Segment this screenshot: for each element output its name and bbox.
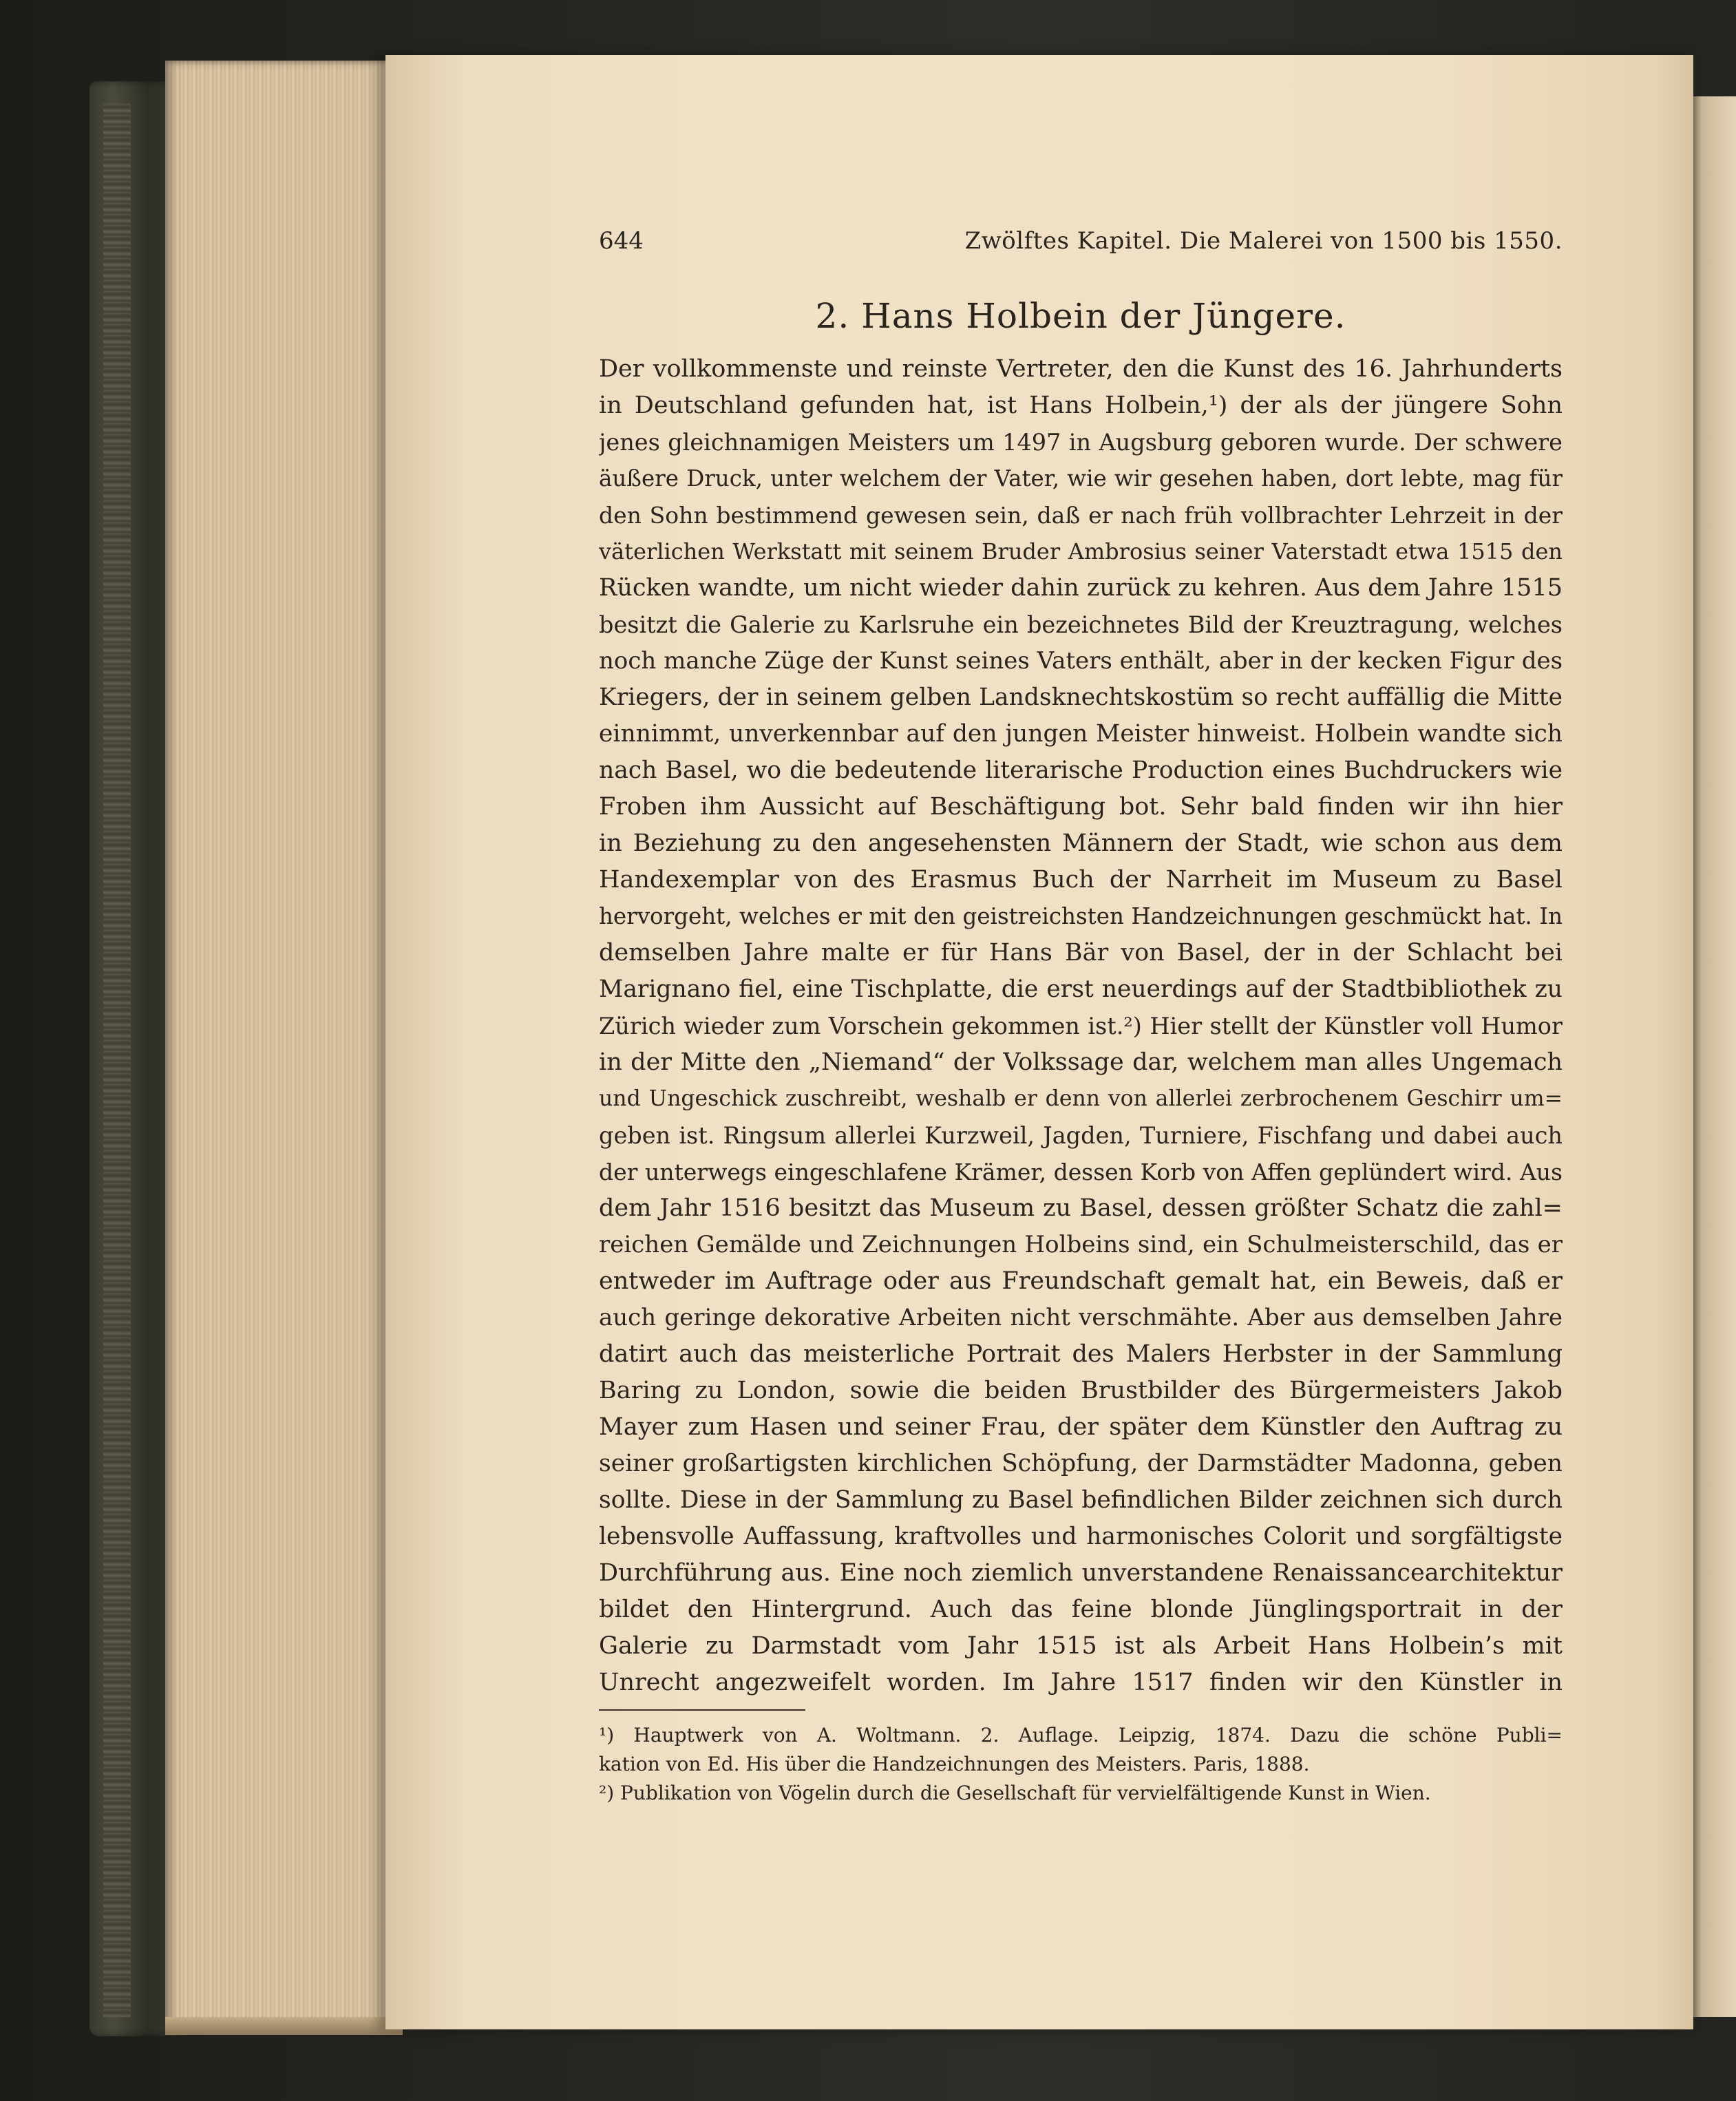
text-line: in der Mitte den „Niemand“ der Volkssage dar, welchem man alles Ungemach <box>599 1048 1563 1076</box>
text-line: Der vollkommenste und reinste Vertreter, den die Kunst des 16. Jahrhunderts <box>599 355 1563 383</box>
text-line: seiner großartigsten kirchlichen Schöpfung, der Darmstädter Madonna, geben <box>599 1450 1563 1477</box>
text-line: noch manche Züge der Kunst seines Vaters enthält, aber in der kecken Figur des <box>599 647 1563 675</box>
running-title: Zwölftes Kapitel. Die Malerei von 1500 bis 1550. <box>964 227 1563 255</box>
footnote-line: ¹) Hauptwerk von A. Woltmann. 2. Auflage. Leipzig, 1874. Dazu die schöne Publi= <box>599 1724 1563 1746</box>
footnote-divider <box>599 1709 805 1711</box>
footnotes <box>599 1721 1563 1808</box>
text-line: den Sohn bestimmend gewesen sein, daß er nach früh vollbrachter Lehrzeit in der <box>599 502 1563 529</box>
page-edges-bottom <box>165 2017 403 2035</box>
page-edges <box>165 61 403 2035</box>
text-line: datirt auch das meisterliche Portrait des Malers Herbster in der Sammlung <box>599 1340 1563 1368</box>
page-number: 644 <box>599 227 644 255</box>
text-line: auch geringe dekorative Arbeiten nicht verschmähte. Aber aus demselben Jahre <box>599 1304 1563 1331</box>
text-line: und Ungeschick zuschreibt, weshalb er denn von allerlei zerbrochenem Geschirr um= <box>599 1086 1563 1111</box>
text-line: der unterwegs eingeschlafene Krämer, dessen Korb von Affen geplündert wird. Aus <box>599 1159 1563 1185</box>
text-line: Handexemplar von des Erasmus Buch der Narrheit im Museum zu Basel <box>599 866 1563 894</box>
text-line: Froben ihm Aussicht auf Beschäftigung bot. Sehr bald finden wir ihn hier <box>599 793 1563 821</box>
text-line: entweder im Auftrage oder aus Freundschaft gemalt hat, ein Beweis, daß er <box>599 1267 1563 1295</box>
text-line: äußere Druck, unter welchem der Vater, wie wir gesehen haben, dort lebte, mag für <box>599 465 1563 492</box>
text-line: lebensvolle Auffassung, kraftvolles und harmonisches Colorit und sorgfältigste <box>599 1523 1563 1550</box>
text-line: dem Jahr 1516 besitzt das Museum zu Basel, dessen größter Schatz die zahl= <box>599 1194 1563 1222</box>
text-line: Marignano fiel, eine Tischplatte, die erst neuerdings auf der Stadtbibliothek zu <box>599 975 1563 1003</box>
text-line: väterlichen Werkstatt mit seinem Bruder Ambrosius seiner Vaterstadt etwa 1515 den <box>599 538 1563 564</box>
footnote-line: kation von Ed. His über die Handzeichnungen des Meisters. Paris, 1888. <box>599 1753 1310 1775</box>
text-line: Mayer zum Hasen und seiner Frau, der später dem Künstler den Auftrag zu <box>599 1413 1563 1441</box>
section-heading: 2. Hans Holbein der Jüngere. <box>815 296 1346 336</box>
text-line: nach Basel, wo die bedeutende literarische Production eines Buchdruckers wie <box>599 757 1563 784</box>
text-line: reichen Gemälde und Zeichnungen Holbeins sind, ein Schulmeisterschild, das er <box>599 1231 1563 1258</box>
text-line: in Deutschland gefunden hat, ist Hans Holbein,¹) der als der jüngere Sohn <box>599 392 1563 419</box>
text-line: Zürich wieder zum Vorschein gekommen ist.²) Hier stellt der Künstler voll Humor <box>599 1013 1563 1039</box>
text-line: Unrecht angezweifelt worden. Im Jahre 1517 finden wir den Künstler in <box>599 1669 1563 1696</box>
text-line: demselben Jahre malte er für Hans Bär von Basel, der in der Schlacht bei <box>599 939 1563 967</box>
text-line: hervorgeht, welches er mit den geistreichsten Handzeichnungen geschmückt hat. In <box>599 903 1563 929</box>
text-line: besitzt die Galerie zu Karlsruhe ein bezeichnetes Bild der Kreuztragung, welches <box>599 611 1563 638</box>
text-line: Kriegers, der in seinem gelben Landsknechtskostüm so recht auffällig die Mitte <box>599 684 1563 711</box>
body-text <box>599 351 1563 1701</box>
running-head <box>599 227 1563 262</box>
cover-edge <box>103 103 131 2017</box>
text-line: jenes gleichnamigen Meisters um 1497 in Augsburg geboren wurde. Der schwere <box>599 429 1563 456</box>
text-line: Galerie zu Darmstadt vom Jahr 1515 ist als Arbeit Hans Holbein’s mit <box>599 1632 1563 1660</box>
text-line: Rücken wandte, um nicht wieder dahin zurück zu kehren. Aus dem Jahre 1515 <box>599 574 1563 602</box>
facing-page-edge <box>1693 96 1736 2017</box>
text-line: Baring zu London, sowie die beiden Brustbilder des Bürgermeisters Jakob <box>599 1377 1563 1404</box>
text-line: Durchführung aus. Eine noch ziemlich unverstandene Renaissancearchitektur <box>599 1559 1563 1587</box>
text-line: geben ist. Ringsum allerlei Kurzweil, Jagden, Turniere, Fischfang und dabei auch <box>599 1122 1563 1149</box>
text-line: bildet den Hintergrund. Auch das feine blonde Jünglingsportrait in der <box>599 1596 1563 1623</box>
text-line: in Beziehung zu den angesehensten Männern der Stadt, wie schon aus dem <box>599 830 1563 857</box>
footnote-line: ²) Publikation von Vögelin durch die Gesellschaft für vervielfältigende Kunst in Wien. <box>599 1782 1431 1804</box>
text-line: sollte. Diese in der Sammlung zu Basel befindlichen Bilder zeichnen sich durch <box>599 1486 1563 1514</box>
text-line: einnimmt, unverkennbar auf den jungen Meister hinweist. Holbein wandte sich <box>599 720 1563 748</box>
